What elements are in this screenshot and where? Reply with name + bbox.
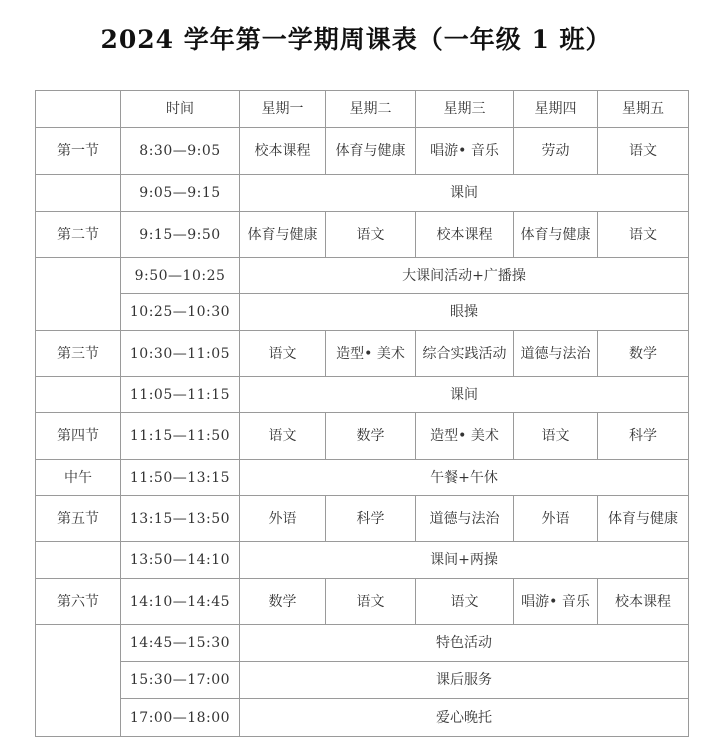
activity-cell: 眼操 bbox=[240, 294, 689, 331]
time-cell: 9:50—10:25 bbox=[121, 258, 240, 294]
table-row bbox=[36, 460, 689, 496]
table-row bbox=[36, 625, 689, 662]
time-cell: 8:30—9:05 bbox=[121, 128, 240, 175]
class-cell: 体育与健康 bbox=[240, 212, 326, 258]
class-cell: 科学 bbox=[326, 496, 416, 542]
header-time: 时间 bbox=[121, 91, 240, 128]
page-title: 2024 学年第一学期周课表（一年级 1 班） bbox=[100, 25, 612, 54]
time-cell: 11:50—13:15 bbox=[121, 460, 240, 496]
activity-cell: 大课间活动+广播操 bbox=[240, 258, 689, 294]
period-cell bbox=[36, 175, 121, 212]
class-cell: 造型• 美术 bbox=[416, 413, 514, 460]
period-cell bbox=[36, 625, 121, 737]
activity-cell: 课后服务 bbox=[240, 662, 689, 699]
class-cell: 语文 bbox=[416, 579, 514, 625]
time-cell: 11:15—11:50 bbox=[121, 413, 240, 460]
class-cell: 语文 bbox=[514, 413, 598, 460]
time-cell: 13:50—14:10 bbox=[121, 542, 240, 579]
class-cell: 道德与法治 bbox=[514, 331, 598, 377]
class-cell: 科学 bbox=[598, 413, 689, 460]
class-cell: 综合实践活动 bbox=[416, 331, 514, 377]
table-row bbox=[36, 294, 689, 331]
class-cell: 体育与健康 bbox=[326, 128, 416, 175]
time-cell: 10:30—11:05 bbox=[121, 331, 240, 377]
schedule-table bbox=[35, 90, 689, 737]
class-cell: 语文 bbox=[326, 579, 416, 625]
class-cell: 道德与法治 bbox=[416, 496, 514, 542]
table-row bbox=[36, 128, 689, 175]
activity-cell: 课间+两操 bbox=[240, 542, 689, 579]
class-cell: 外语 bbox=[514, 496, 598, 542]
time-cell: 14:10—14:45 bbox=[121, 579, 240, 625]
period-cell: 第四节 bbox=[36, 413, 121, 460]
class-cell: 劳动 bbox=[514, 128, 598, 175]
time-cell: 17:00—18:00 bbox=[121, 699, 240, 737]
class-cell: 唱游• 音乐 bbox=[514, 579, 598, 625]
time-cell: 15:30—17:00 bbox=[121, 662, 240, 699]
period-cell: 第六节 bbox=[36, 579, 121, 625]
period-cell bbox=[36, 377, 121, 413]
activity-cell: 爱心晚托 bbox=[240, 699, 689, 737]
period-cell: 中午 bbox=[36, 460, 121, 496]
header-monday: 星期一 bbox=[240, 91, 326, 128]
class-cell: 语文 bbox=[598, 128, 689, 175]
class-cell: 语文 bbox=[326, 212, 416, 258]
time-cell: 14:45—15:30 bbox=[121, 625, 240, 662]
period-cell: 第二节 bbox=[36, 212, 121, 258]
class-cell: 语文 bbox=[240, 331, 326, 377]
time-cell: 13:15—13:50 bbox=[121, 496, 240, 542]
period-cell bbox=[36, 258, 121, 331]
activity-cell: 课间 bbox=[240, 175, 689, 212]
table-row bbox=[36, 542, 689, 579]
class-cell: 校本课程 bbox=[416, 212, 514, 258]
class-cell: 校本课程 bbox=[240, 128, 326, 175]
table-row bbox=[36, 258, 689, 294]
table-row bbox=[36, 496, 689, 542]
table-row bbox=[36, 377, 689, 413]
header-thursday: 星期四 bbox=[514, 91, 598, 128]
class-cell: 数学 bbox=[240, 579, 326, 625]
header-tuesday: 星期二 bbox=[326, 91, 416, 128]
time-cell: 11:05—11:15 bbox=[121, 377, 240, 413]
class-cell: 语文 bbox=[240, 413, 326, 460]
header-wednesday: 星期三 bbox=[416, 91, 514, 128]
activity-cell: 午餐+午休 bbox=[240, 460, 689, 496]
table-row bbox=[36, 212, 689, 258]
table-row bbox=[36, 413, 689, 460]
table-row bbox=[36, 331, 689, 377]
class-cell: 外语 bbox=[240, 496, 326, 542]
time-cell: 10:25—10:30 bbox=[121, 294, 240, 331]
class-cell: 校本课程 bbox=[598, 579, 689, 625]
period-cell: 第五节 bbox=[36, 496, 121, 542]
table-row bbox=[36, 662, 689, 699]
class-cell: 数学 bbox=[326, 413, 416, 460]
class-cell: 语文 bbox=[598, 212, 689, 258]
class-cell: 数学 bbox=[598, 331, 689, 377]
table-row bbox=[36, 579, 689, 625]
period-cell bbox=[36, 542, 121, 579]
header-row bbox=[36, 91, 689, 128]
period-cell: 第一节 bbox=[36, 128, 121, 175]
time-cell: 9:15—9:50 bbox=[121, 212, 240, 258]
class-cell: 体育与健康 bbox=[598, 496, 689, 542]
class-cell: 唱游• 音乐 bbox=[416, 128, 514, 175]
activity-cell: 课间 bbox=[240, 377, 689, 413]
period-cell: 第三节 bbox=[36, 331, 121, 377]
class-cell: 体育与健康 bbox=[514, 212, 598, 258]
time-cell: 9:05—9:15 bbox=[121, 175, 240, 212]
activity-cell: 特色活动 bbox=[240, 625, 689, 662]
table-row bbox=[36, 175, 689, 212]
class-cell: 造型• 美术 bbox=[326, 331, 416, 377]
table-row bbox=[36, 699, 689, 737]
header-blank-cell bbox=[36, 91, 121, 128]
header-friday: 星期五 bbox=[598, 91, 689, 128]
